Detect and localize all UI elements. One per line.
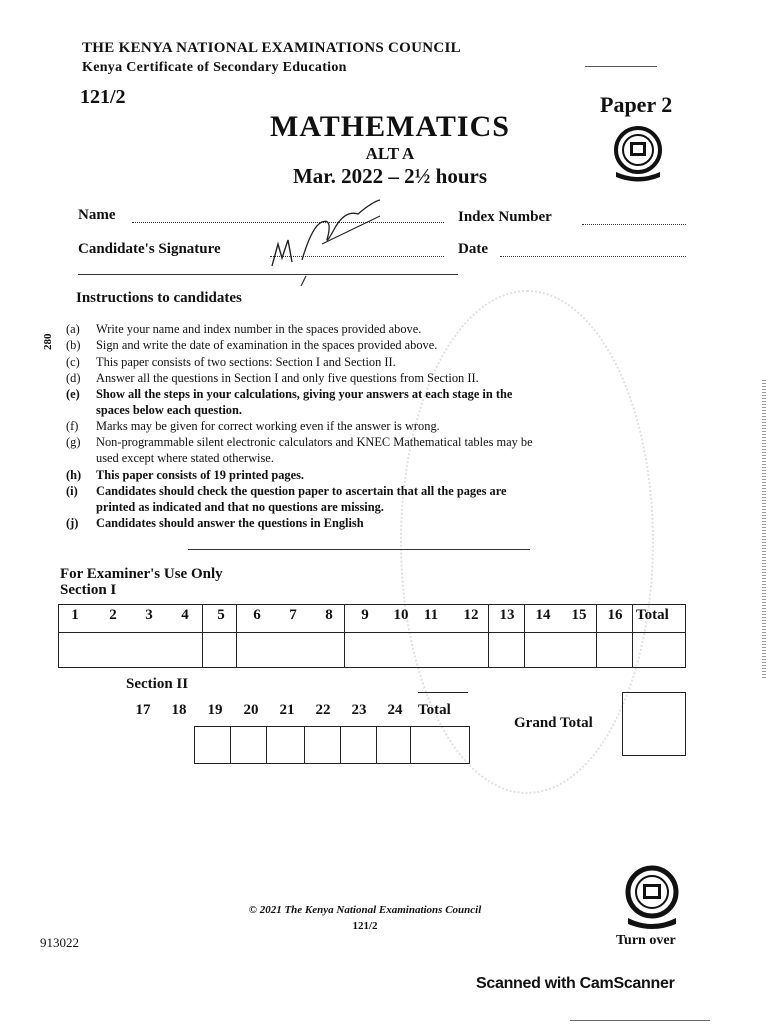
section-1-question-number: 11 [423, 607, 439, 623]
instructions-heading: Instructions to candidates [76, 290, 242, 306]
section-2-question-number: 17 [135, 702, 151, 718]
section-1-score-grid [58, 604, 686, 668]
instruction-text: Sign and write the date of examination in the spaces provided above. [96, 338, 438, 352]
section-1-question-number: 2 [109, 607, 117, 623]
section-1-question-number: 14 [535, 607, 551, 623]
instruction-item [66, 355, 396, 370]
section-2-label: Section II [126, 676, 189, 692]
paper-code: 121/2 [80, 86, 126, 108]
council-name: THE KENYA NATIONAL EXAMINATIONS COUNCIL [82, 40, 461, 56]
instruction-letter: (c) [66, 355, 80, 369]
side-number: 280 [42, 333, 54, 350]
section-1-question-number: 3 [145, 607, 153, 623]
exam-date-duration: Mar. 2022 – 2½ hours [292, 164, 488, 188]
section-1-question-number: 8 [325, 607, 333, 623]
grid-column-line [202, 604, 203, 668]
instruction-letter: (f) [66, 419, 79, 433]
instruction-item [66, 484, 507, 499]
grid-column-line [230, 726, 231, 764]
section-2-question-number: 23 [351, 702, 367, 718]
instruction-continuation: spaces below each question. [96, 403, 242, 417]
instruction-letter: (h) [66, 468, 82, 482]
section-2-question-number: 22 [315, 702, 331, 718]
section-1-label: Section I [60, 582, 117, 598]
turn-over-label: Turn over [616, 933, 676, 948]
instruction-item [66, 435, 533, 450]
section-1-question-number: 16 [607, 607, 623, 623]
grid-column-line [304, 726, 305, 764]
instruction-letter: (i) [66, 484, 78, 498]
section-2-total-rule [418, 692, 468, 693]
instruction-letter: (b) [66, 338, 81, 352]
date-label: Date [458, 241, 488, 257]
instruction-letter: (g) [66, 435, 81, 449]
bottom-rule [570, 1020, 710, 1021]
grid-column-line [376, 726, 377, 764]
section-1-question-number: 15 [571, 607, 587, 623]
scan-edge [762, 380, 766, 680]
section-2-question-number: 18 [171, 702, 187, 718]
instruction-item [66, 371, 479, 386]
instruction-item [66, 322, 421, 337]
camscanner-watermark: Scanned with CamScanner [476, 975, 675, 992]
grand-total-box[interactable] [622, 692, 686, 756]
section-2-question-number: 20 [243, 702, 259, 718]
grid-column-line [488, 604, 489, 668]
instruction-letter: (a) [66, 322, 80, 336]
section-1-question-number: 5 [217, 607, 225, 623]
instruction-text: Non-programmable silent electronic calculators and KNEC Mathematical tables may be [96, 435, 533, 449]
grand-total-label: Grand Total [514, 715, 593, 731]
instruction-item [66, 338, 437, 353]
section-1-question-number: 12 [463, 607, 479, 623]
section-1-total-label: Total [636, 607, 669, 623]
section-1-question-number: 6 [253, 607, 261, 623]
instruction-text: Write your name and index number in the spaces provided above. [96, 322, 422, 336]
section-2-score-grid [194, 726, 470, 764]
certificate-name: Kenya Certificate of Secondary Education [82, 60, 347, 75]
section-2-question-number: 19 [207, 702, 223, 718]
footer-code: 121/2 [352, 920, 378, 932]
section-2-question-number: 21 [279, 702, 295, 718]
instruction-item [66, 516, 364, 531]
subject-title: MATHEMATICS [270, 110, 510, 143]
instruction-text: Answer all the questions in Section I and only five questions from Section II. [96, 371, 479, 385]
instruction-letter: (e) [66, 387, 80, 401]
section-1-question-number: 4 [181, 607, 189, 623]
name-label: Name [78, 207, 116, 223]
section-2-total-label: Total [418, 702, 451, 718]
alt-label: ALT A [365, 144, 415, 163]
instruction-text: Candidates should check the question paper to ascertain that all the pages are [96, 484, 507, 498]
section-1-question-number: 10 [393, 607, 409, 623]
header-rule [585, 66, 657, 67]
paper-number: Paper 2 [600, 92, 673, 117]
signature-label: Candidate's Signature [78, 241, 221, 257]
section-2-question-number: 24 [387, 702, 403, 718]
instruction-item [66, 419, 440, 434]
section-1-question-number: 7 [289, 607, 297, 623]
instruction-continuation: printed as indicated and that no questions are missing. [96, 500, 384, 514]
instruction-text: Marks may be given for correct working even if the answer is wrong. [96, 419, 440, 433]
section-1-question-number: 13 [499, 607, 515, 623]
index-number-label: Index Number [458, 209, 552, 225]
grid-column-line [266, 726, 267, 764]
grid-column-line [596, 604, 597, 668]
date-field[interactable] [500, 244, 686, 257]
instruction-continuation: used except where stated otherwise. [96, 451, 274, 465]
section-1-grid-rule [58, 632, 686, 633]
section-1-question-number: 1 [71, 607, 79, 623]
instruction-text: This paper consists of two sections: Section I and Section II. [96, 355, 396, 369]
instruction-letter: (d) [66, 371, 81, 385]
instruction-text: Show all the steps in your calculations, giving your answers at each stage in the [96, 387, 513, 401]
instructions-end-rule [188, 549, 530, 550]
grid-column-line [524, 604, 525, 668]
section-1-question-number: 9 [361, 607, 369, 623]
examiner-heading: For Examiner's Use Only [60, 566, 223, 582]
index-number-field[interactable] [582, 212, 686, 225]
serial-number: 913022 [40, 935, 79, 950]
grid-column-line [632, 604, 633, 668]
instruction-letter: (j) [66, 516, 79, 530]
copyright-text: © 2021 The Kenya National Examinations Council [248, 904, 482, 916]
grid-column-line [344, 604, 345, 668]
instruction-text: This paper consists of 19 printed pages. [96, 468, 305, 482]
grid-column-line [236, 604, 237, 668]
handwritten-signature [262, 196, 392, 286]
instruction-item [66, 468, 304, 483]
instruction-text: Candidates should answer the questions in English [96, 516, 364, 530]
grid-column-line [340, 726, 341, 764]
grid-column-line [410, 726, 411, 764]
instruction-item [66, 387, 512, 402]
